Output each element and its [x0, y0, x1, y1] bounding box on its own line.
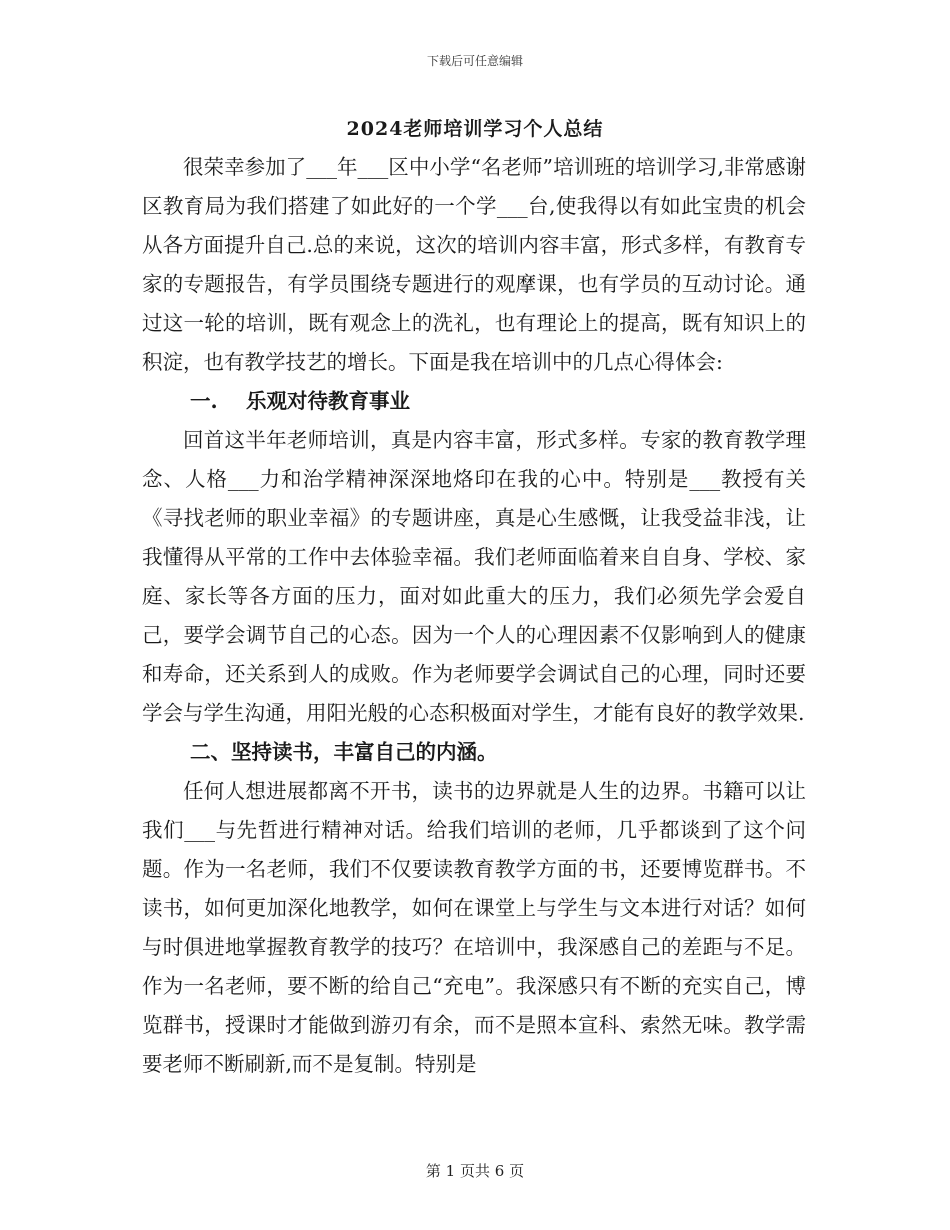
- section-2-heading: 二、坚持读书，丰富自己的内涵。: [190, 740, 498, 764]
- section-2-paragraph: 任何人想进展都离不开书，读书的边界就是人生的边界。书籍可以让我们___与先哲进行精神对话。给我们培训的老师，几乎都谈到了这个问题。作为一名老师，我们不仅要读教育教学方面的书，还要博览群书。不读书，如何更加深化地教学，如何在课堂上与学生与文本进行对话？如何与时俱进地掌握教育教学的技巧？在培训中，我深感自己的差距与不足。作为一名老师，要不断的给自己“充电”。我深感只有不断的充实自己，博览群书，授课时才能做到游刃有余，而不是照本宣科、索然无味。教学需要老师不断刷新,而不是复制。特别是: [142, 779, 806, 1076]
- intro-paragraph: 很荣幸参加了___年___区中小学“名老师”培训班的培训学习,非常感谢区教育局为我们搭建了如此好的一个学___台,使我得以有如此宝贵的机会从各方面提升自己.总的来说，这次的培训内容丰富，形式多样，有教育专家的专题报告，有学员围绕专题进行的观摩课，也有学员的互动讨论。通过这一轮的培训，既有观念上的洗礼，也有理论上的提高，既有知识上的积淀，也有教学技艺的增长。下面是我在培训中的几点心得体会:: [142, 155, 806, 374]
- section-1-heading: [142, 382, 806, 421]
- document-title: 2024老师培训学习个人总结: [346, 118, 604, 140]
- section-1-paragraph: 回首这半年老师培训，真是内容丰富，形式多样。专家的教育教学理念、人格___力和治学精神深深地烙印在我的心中。特别是___教授有关《寻找老师的职业幸福》的专题讲座，真是心生感慨，让我受益非浅，让我懂得从平常的工作中去体验幸福。我们老师面临着来自自身、学校、家庭、家长等各方面的压力，面对如此重大的压力，我们必须先学会爱自己，要学会调节自己的心态。因为一个人的心理因素不仅影响到人的健康和寿命，还关系到人的成败。作为老师要学会调试自己的心理，同时还要学会与学生沟通，用阳光般的心态积极面对学生，才能有良好的教学效果.: [142, 428, 806, 725]
- page-footer: 第 1 页共 6 页: [425, 1162, 525, 1180]
- document-body: [142, 148, 806, 1084]
- section-1-number: 一.: [190, 389, 218, 413]
- header-note: 下载后可任意编辑: [426, 54, 523, 68]
- section-1-title: 乐观对待教育事业: [246, 389, 410, 413]
